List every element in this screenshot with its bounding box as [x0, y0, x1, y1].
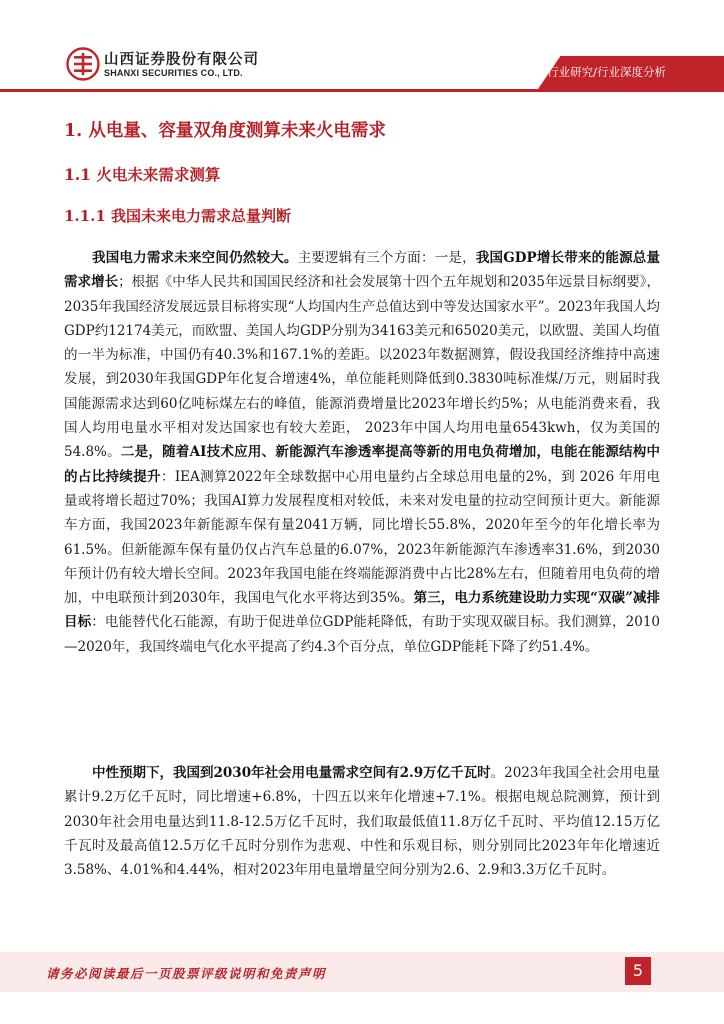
company-name-en: SHANXI SECURITIES CO., LTD. [104, 68, 243, 78]
text-span: 主要逻辑有三个方面：一是， [297, 250, 476, 266]
text-span: ：电能替代化石能源，有助于促进单位GDP能耗降低，有助于实现双碳目标。我们测算，2010—2020年，我国终端电气化水平提高了约4.3个百分点，单位GDP能耗下降了约51.4%。 [64, 614, 661, 655]
key-point-gdp: 我国GDP增长带来的能源总量需求增长 [64, 250, 661, 291]
text-span: ；根据《中华人民共和国国民经济和社会发展第十四个五年规划和2035年远景目标纲要》，2035年我国经济发展远景目标将实现“人均国内生产总值达到中等发达国家水平”。2023年我国人均GDP约12174美元，而欧盟、美国人均GDP分别为34163美元和65020美元，以欧盟、美国人均值的一半为标准，中国仍有40.3%和167.1%的差距。以2023年数据测算，假设我国经济维持中高速发展，到2030年我国GDP年化复合增速4%，单位能耗则降低到0.3830吨标准煤/万元，则届时我国能源需求达到60亿吨标煤左右的峰值，能源消费增量比2023年增长约5%；从电能消费来看，我国人均用电量水平相对发达国家也有较大差距， 2023年中国人均用电量6543kwh，仅为美国的54.8%。 [64, 274, 661, 461]
key-point-ai-ev: 二是，随着AI技术应用、新能源汽车渗透率提高等新的用电负荷增加，电能在能源结构中的占比持续提升 [64, 444, 661, 485]
page-header [0, 0, 724, 100]
section-heading-1-1: 1.1 火电未来需求测算 [64, 165, 221, 184]
section-heading-1-1-1: 1.1.1 我国未来电力需求总量判断 [64, 207, 291, 225]
text-span: 。2023年我国全社会用电量累计9.2万亿千瓦时，同比增速+6.8%，十四五以来年化增速+7.1%。根据电规总院测算，预计到2030年社会用电量达到11.8-12.5万亿千瓦时，我们取最低值11.8万亿千瓦时、平均值12.15万亿千瓦时及最高值12.5万亿千瓦时分别作为悲观、中性和乐观目标，则分别同比2023年年化增速近3.58%、4.01%和4.44%，相对2023年用电量增量空间分别为2.6、2.9和3.3万亿千瓦时。 [64, 765, 661, 879]
shanxi-securities-logo-icon [66, 47, 100, 81]
body-paragraph-2 [64, 761, 660, 882]
page-number: 5 [625, 957, 651, 985]
section-heading-1: 1. 从电量、容量双角度测算未来火电需求 [64, 121, 386, 141]
report-category: 行业研究/行业深度分析 [547, 65, 666, 79]
text-span: ：IEA测算2022年全球数据中心用电量约占全球总用电量的2%，到 2026 年用电量或将增长超过70%；我国AI算力发展程度相对较低，未来对发电量的拉动空间预计更大。新能源车方面，我国2023年新能源车保有量2041万辆，同比增长55.8%，2020年至今的年化增长率为61.5%。但新能源车保有量仍仅占汽车总量的6.07%，2023年新能源汽车渗透率31.6%，到2030年预计仍有较大增长空间。2023年我国电能在终端能源消费中占比28%左右，但随着用电负荷的增加，中电联预计到2030年，我国电气化水平将达到35%。 [64, 468, 661, 607]
header-divider [0, 89, 724, 92]
lead-sentence: 我国电力需求未来空间仍然较大。 [92, 250, 298, 266]
body-paragraph-1 [64, 246, 660, 659]
key-point-dual-carbon: 第三，电力系统建设助力实现“双碳”减排目标 [64, 590, 660, 631]
disclaimer-notice: 请务必阅读最后一页股票评级说明和免责声明 [46, 966, 327, 981]
company-name-cn: 山西证券股份有限公司 [104, 52, 259, 68]
lead-sentence: 中性预期下，我国到2030年社会用电量需求空间有2.9万亿千瓦时 [92, 765, 491, 781]
